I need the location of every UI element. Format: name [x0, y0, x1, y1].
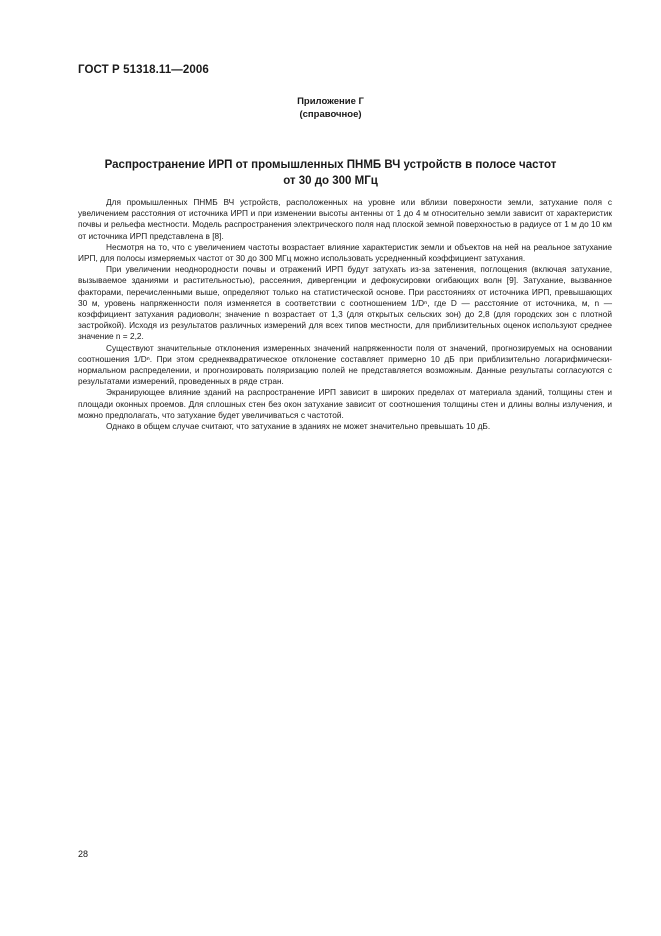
body-text [78, 197, 612, 432]
section-title-line-1: Распространение ИРП от промышленных ПНМБ ВЧ устройств в полосе частот [104, 159, 557, 171]
paragraph: Однако в общем случае считают, что затухание в зданиях не может значительно превышать 10 дБ. [106, 421, 491, 432]
appendix-type: (справочное) [299, 109, 362, 120]
paragraph: Несмотря на то, что с увеличением частоты возрастает влияние характеристик земли и объектов на ней на реальное затухание ИРП, для полосы измеряемых частот от 30 до 300 МГц можно использовать усредненный коэффициент затухания. [78, 241, 612, 264]
appendix-label: Приложение Г [297, 96, 364, 107]
paragraph: Для промышленных ПНМБ ВЧ устройств, расположенных на уровне или вблизи поверхности земли, затухание поля с увеличением расстояния от источника ИРП и при изменении высоты антенны от 1 до 4 м относительно земли зависит от характеристик почвы и рельефа местности. Модель распространения электрического поля над плоской земной поверхностью в радиусе от 1 м до 10 км от источника ИРП представлена в [8]. [78, 197, 612, 241]
paragraph: Существуют значительные отклонения измеренных значений напряженности поля от значений, прогнозируемых на основании соотношения 1/Dⁿ. При этом среднеквадратическое отклонение составляет примерно 10 дБ при приблизительно логарифмически-нормальном распределении, и прогнозировать поляризацию полей не представляется возможным. Данные результаты согласуются с результатами измерений, проведенных в ряде стран. [78, 342, 612, 387]
section-title-line-2: от 30 до 300 МГц [283, 175, 378, 187]
paragraph: При увеличении неоднородности почвы и отражений ИРП будут затухать из-за затенения, поглощения (включая затухание, вызываемое зданиями и растительностью), рассеяния, дивергенции и дефокусировки огибающих волн [9]. Затухание, вызванное факторами, перечисленными выше, определяют только на статистической основе. При расстояниях от источника ИРП, превышающих 30 м, уровень напряженности поля изменяется в соответствии с соотношением 1/Dⁿ, где D — расстояние от источника, м, n — коэффициент затухания радиоволн; значение n возрастает от 1,3 (для открытых сельских зон) до 2,8 (для городских зон с плотной застройкой). Исходя из результатов различных измерений для всех типов местности, для приблизительных оценок используют среднее значение n = 2,2. [78, 264, 612, 342]
appendix-heading [0, 95, 661, 121]
paragraph: Экранирующее влияние зданий на распространение ИРП зависит в широких пределах от материала зданий, толщины стен и площади оконных проемов. Для сплошных стен без окон затухание зависит от соотношения толщины стен и длины волны излучения, и можно предполагать, что затухание будет увеличиваться с частотой. [78, 387, 612, 420]
section-title [0, 157, 661, 189]
standard-code: ГОСТ Р 51318.11—2006 [78, 64, 209, 76]
page-number: 28 [78, 849, 89, 859]
